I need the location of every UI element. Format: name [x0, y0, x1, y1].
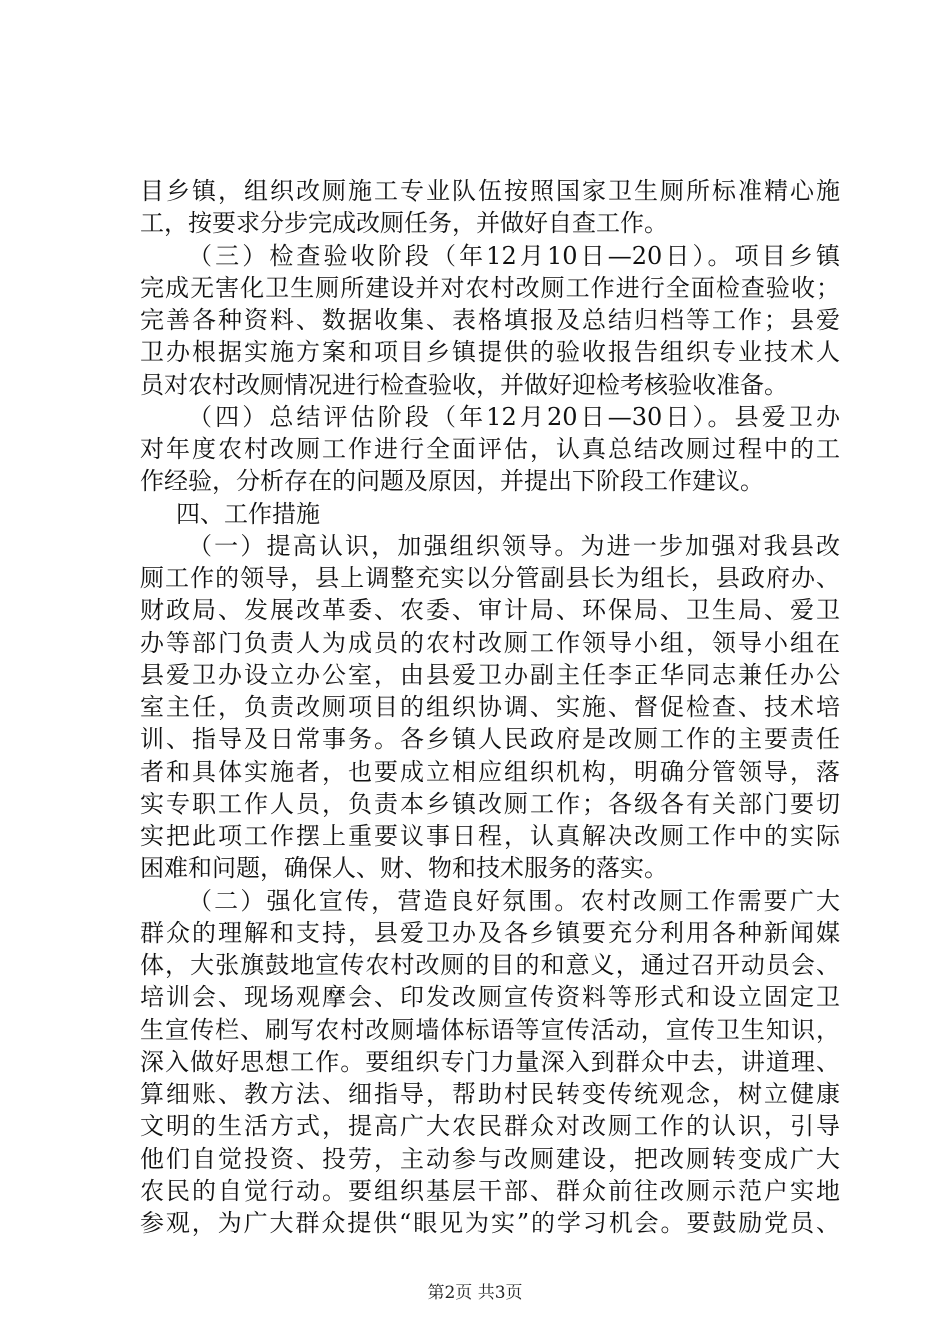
text-line: 员对农村改厕情况进行检查验收，并做好迎检考核验收准备。 — [140, 370, 788, 399]
text-line: 卫办根据实施方案和项目乡镇提供的验收报告组织专业技术人 — [140, 338, 840, 367]
text-line: 完成无害化卫生厕所建设并对农村改厕工作进行全面检查验收； — [140, 273, 840, 302]
text-line: 体，大张旗鼓地宣传农村改厕的目的和意义，通过召开动员会、 — [140, 951, 840, 979]
text-line: 者和具体实施者，也要成立相应组织机构，明确分管领导，落 — [140, 757, 840, 786]
paragraph-lines — [140, 175, 840, 1239]
text-line: 县爱卫办设立办公室，由县爱卫办副主任李正华同志兼任办公 — [140, 660, 840, 689]
text-line: 农民的自觉行动。要组织基层干部、群众前往改厕示范户实地 — [140, 1176, 840, 1205]
text-line: （三）检查验收阶段（年12月10日—20日）。项目乡镇 — [188, 241, 840, 270]
text-line: 文明的生活方式，提高广大农民群众对改厕工作的认识，引导 — [140, 1112, 840, 1141]
text-line: 对年度农村改厕工作进行全面评估，认真总结改厕过程中的工 — [140, 435, 840, 463]
text-line: 实把此项工作摆上重要议事日程，认真解决改厕工作中的实际 — [140, 822, 840, 850]
text-line: 训、指导及日常事务。各乡镇人民政府是改厕工作的主要责任 — [140, 725, 840, 754]
text-line: 培训会、现场观摩会、印发改厕宣传资料等形式和设立固定卫 — [140, 983, 840, 1012]
text-line: 算细账、教方法、细指导，帮助村民转变传统观念，树立健康 — [140, 1080, 840, 1108]
text-line: （二）强化宣传，营造良好氛围。农村改厕工作需要广大 — [188, 886, 840, 915]
text-line: 作经验，分析存在的问题及原因，并提出下阶段工作建议。 — [140, 467, 764, 496]
text-line: 工，按要求分步完成改厕任务，并做好自查工作。 — [140, 209, 668, 238]
text-line: 困难和问题，确保人、财、物和技术服务的落实。 — [140, 854, 668, 883]
text-line: （四）总结评估阶段（年12月20日—30日）。县爱卫办 — [188, 402, 840, 431]
text-line: （一）提高认识，加强组织领导。为进一步加强对我县改 — [188, 531, 840, 560]
text-line: 室主任，负责改厕项目的组织协调、实施、督促检查、技术培 — [140, 693, 840, 721]
text-line: 他们自觉投资、投劳，主动参与改厕建设，把改厕转变成广大 — [140, 1144, 840, 1173]
text-line: 生宣传栏、刷写农村改厕墙体标语等宣传活动，宣传卫生知识， — [140, 1015, 840, 1044]
text-line: 参观，为广大群众提供“眼见为实”的学习机会。要鼓励党员、 — [140, 1209, 840, 1237]
document-body — [140, 175, 840, 1239]
text-line: 群众的理解和支持，县爱卫办及各乡镇要充分利用各种新闻媒 — [140, 918, 840, 947]
page-footer: 第2页 共3页 — [427, 1283, 523, 1303]
text-line: 财政局、发展改革委、农委、审计局、环保局、卫生局、爱卫 — [140, 596, 840, 625]
text-line: 办等部门负责人为成员的农村改厕工作领导小组，领导小组在 — [140, 628, 840, 657]
text-line: 目乡镇，组织改厕施工专业队伍按照国家卫生厕所标准精心施 — [140, 177, 840, 205]
text-line: 完善各种资料、数据收集、表格填报及总结归档等工作；县爱 — [140, 306, 840, 334]
text-line: 厕工作的领导，县上调整充实以分管副县长为组长，县政府办、 — [140, 564, 840, 592]
text-line: 深入做好思想工作。要组织专门力量深入到群众中去，讲道理、 — [140, 1047, 840, 1076]
text-line: 四、工作措施 — [176, 499, 320, 528]
text-line: 实专职工作人员，负责本乡镇改厕工作；各级各有关部门要切 — [140, 789, 840, 818]
